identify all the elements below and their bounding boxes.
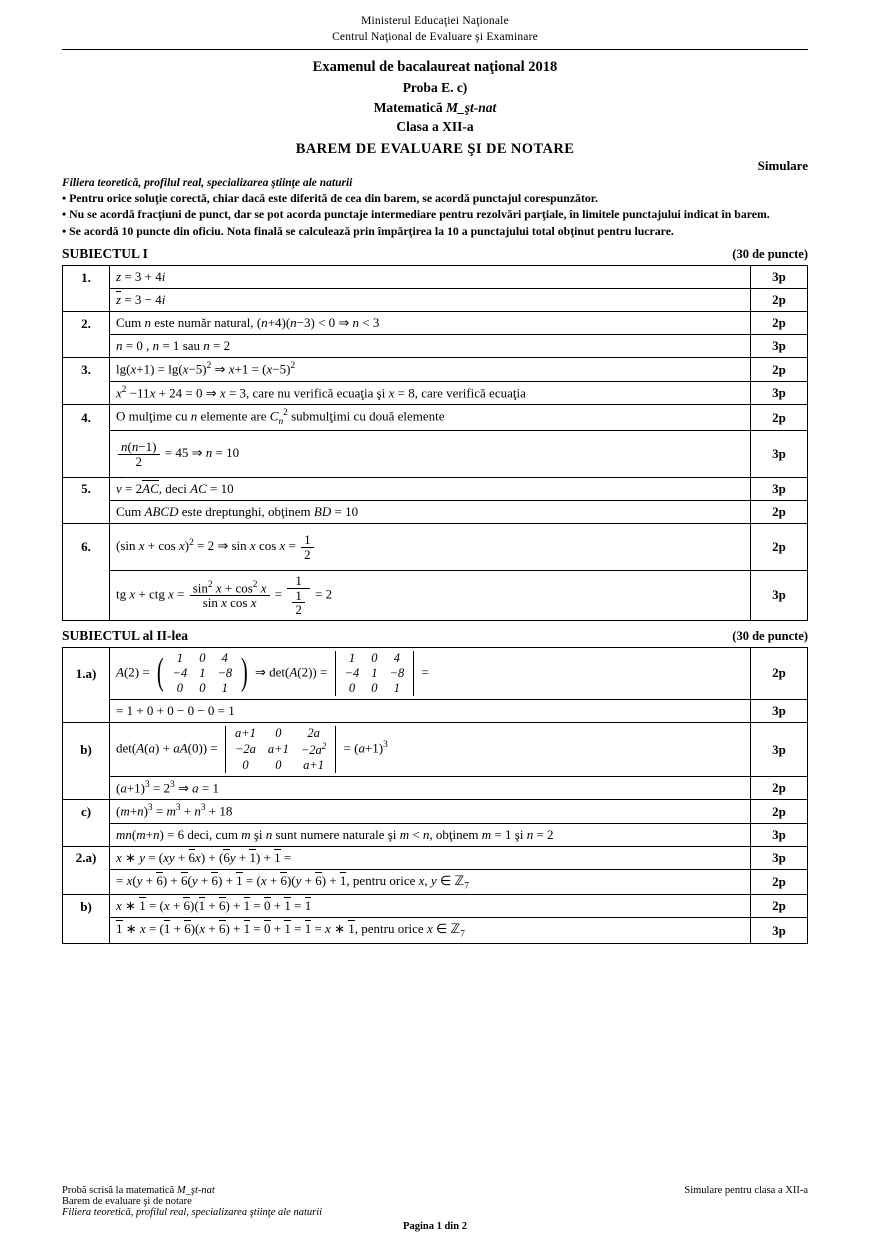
row-number: 2. (63, 312, 110, 335)
subiect-1-heading (62, 246, 808, 262)
row-points: 2p (751, 358, 808, 381)
title-block (62, 57, 808, 160)
row-text-2: elemente are (200, 408, 267, 424)
row-text: deci, cum (187, 826, 238, 842)
row-number (63, 918, 110, 944)
row-text: , care nu verifică ecuaţia şi (246, 385, 386, 401)
proba-label: Proba E. c) (402, 80, 468, 96)
row-number (63, 381, 110, 404)
footer-right-1: Simulare pentru clasa a XII-a (684, 1185, 808, 1196)
row-text: Cum (116, 504, 142, 520)
exam-title: Examenul de bacalaureat naţional 2018 (312, 59, 558, 76)
subiect-2-points: (30 de puncte) (732, 628, 808, 643)
row-text: , pentru orice (354, 921, 424, 937)
row-number: b) (63, 722, 110, 776)
row-points: 2p (751, 312, 808, 335)
row-points: 2p (751, 800, 808, 823)
row-points: 3p (751, 722, 808, 776)
instruction-2: • Nu se acordă fracţiuni de punct, dar se pot acorda punctaje intermediare pentru rezolvări parţiale, în limitele punctajului indicat în barem. (62, 207, 770, 222)
row-points: 3p (751, 823, 808, 846)
table-row (63, 501, 808, 524)
row-content: det(A(a) + aA(0)) = a+1 0 2a −2a a+1 $-2a^2$ 0 0 a+1 = $(a+1)^3$ (110, 722, 751, 776)
row-number (63, 823, 110, 846)
row-text: , deci (158, 481, 187, 497)
row-content: $(a+1)^3 = 2^3$ ⇒ a = 1 (110, 777, 751, 800)
row-text: sau (182, 338, 201, 354)
row-content: x ∗ y = (xy + 6x) + (6y + 1) + 1 = (110, 846, 751, 869)
row-points: 3p (751, 918, 808, 944)
table-row (63, 381, 808, 404)
row-content: = 1 + 0 + 0 − 0 − 0 = 1 (110, 699, 751, 722)
row-points: 2p (751, 777, 808, 800)
row-content: x ∗ 1 = (x + 6)(1 + 6) + 1 = 0 + 1 = 1 (110, 895, 751, 918)
instruction-3: • Se acordă 10 puncte din oficiu. Nota finală se calculează prin împărţirea la 10 a punctajului total obţinut pentru lucrare. (62, 223, 674, 238)
row-points: 3p (751, 381, 808, 404)
table-row (63, 405, 808, 431)
row-text: O mulţime cu (116, 408, 188, 424)
filiera-line: Filiera teoretică, profilul real, specializarea ştiinţe ale naturii (62, 176, 353, 189)
row-points: 2p (751, 647, 808, 699)
row-points: 2p (751, 869, 808, 895)
row-text-3: submulţimi cu două elemente (291, 408, 445, 424)
page-number: Pagina 1 din 2 (403, 1221, 467, 1232)
table-row (63, 846, 808, 869)
footer-left-3: Filiera teoretică, profilul real, specializarea ştiinţe ale naturii (62, 1207, 323, 1218)
ministry-line-1: Ministerul Educaţiei Naţionale (361, 15, 509, 27)
row-text-2: şi (253, 826, 263, 842)
row-points: 3p (751, 846, 808, 869)
row-points: 2p (751, 289, 808, 312)
row-number: b) (63, 895, 110, 918)
row-points: 2p (751, 405, 808, 431)
row-points: 3p (751, 571, 808, 621)
table-row (63, 869, 808, 895)
ministry-header (62, 14, 808, 45)
table-row (63, 800, 808, 823)
subiect-2-title: SUBIECTUL al II-lea (62, 627, 189, 643)
row-text-2: este dreptunghi, obţinem (181, 504, 311, 520)
row-number (63, 501, 110, 524)
row-number: 4. (63, 405, 110, 431)
table-row (63, 312, 808, 335)
row-points: 3p (751, 431, 808, 478)
subiect-2-table (62, 647, 808, 944)
row-content: z = 3 − 4i (110, 289, 751, 312)
row-text-4: , obţinem (429, 826, 479, 842)
row-number: 1. (63, 266, 110, 289)
row-points: 2p (751, 501, 808, 524)
row-content: = x(y + 6) + 6(y + 6) + 1 = (x + 6)(y + 6) + 1, pentru orice x, y ∈ ℤ$_7$ (110, 869, 751, 895)
row-points: 2p (751, 895, 808, 918)
row-points: 3p (751, 699, 808, 722)
row-points: 3p (751, 335, 808, 358)
table-row (63, 524, 808, 571)
row-number (63, 571, 110, 621)
table-row (63, 431, 808, 478)
ministry-line-2: Centrul Naţional de Evaluare şi Examinare (332, 30, 538, 43)
table-row (63, 289, 808, 312)
row-number (63, 431, 110, 478)
instruction-1: • Pentru orice soluţie corectă, chiar dacă este diferită de cea din barem, se acordă punctajul corespunzător. (62, 190, 598, 205)
row-number (63, 335, 110, 358)
row-number: 3. (63, 358, 110, 381)
table-row (63, 571, 808, 621)
row-content: $x^2 -11x + 24 = 0$ ⇒ x = 3, care nu verifică ecuaţia şi x = 8, care verifică ecuaţia (110, 381, 751, 404)
row-text: , pentru orice (346, 872, 416, 888)
row-content: O mulţime cu n elemente are $C_n^2$ submulţimi cu două elemente (110, 405, 751, 431)
class-label: Clasa a XII-a (396, 119, 474, 135)
row-text-2: , care verifică ecuaţia (414, 385, 526, 401)
row-text: Cum (116, 315, 142, 331)
instructions (62, 191, 808, 240)
row-points: 2p (751, 524, 808, 571)
table-row (63, 335, 808, 358)
row-content: A(2) = ( 1 0 4 −4 1 −8 0 0 1 ) ⇒ det(A(2)) = 1 0 4 −4 1 −8 0 0 1 = (110, 647, 751, 699)
row-content: $\lg(x+1) = \lg(x-5)^2$ ⇒ $x+1 = (x-5)^2$ (110, 358, 751, 381)
row-number (63, 777, 110, 800)
row-text-2: este număr natural, (154, 315, 254, 331)
table-row (63, 266, 808, 289)
row-number: 2.a) (63, 846, 110, 869)
table-row (63, 777, 808, 800)
row-content: v → = 2AC, deci AC = 10 (110, 478, 751, 501)
row-content: Cum n este număr natural, (n+4)(n−3) < 0 ⇒ n < 3 (110, 312, 751, 335)
table-row (63, 722, 808, 776)
page-footer (62, 1185, 808, 1232)
table-row (63, 823, 808, 846)
row-number: 5. (63, 478, 110, 501)
subiect-1-table (62, 265, 808, 621)
simulare-label: Simulare (757, 157, 808, 173)
row-text-3: sunt numere naturale şi (275, 826, 397, 842)
row-content: mn(m+n) = 6 deci, cum m şi n sunt numere naturale şi m < n, obţinem m = 1 şi n = 2 (110, 823, 751, 846)
subject-label: Matematică M_şt-nat (373, 99, 497, 115)
row-content: 1 ∗ x = (1 + 6)(x + 6) + 1 = 0 + 1 = 1 = x ∗ 1, pentru orice x ∈ ℤ$_7$ (110, 918, 751, 944)
subiect-1-points: (30 de puncte) (732, 247, 808, 262)
row-points: 3p (751, 478, 808, 501)
table-row (63, 918, 808, 944)
row-number: 6. (63, 524, 110, 571)
row-number: 1.a) (63, 647, 110, 699)
row-number (63, 869, 110, 895)
row-text-5: şi (514, 826, 524, 842)
row-number (63, 699, 110, 722)
subiect-2-heading (62, 628, 808, 644)
table-row (63, 895, 808, 918)
row-points: 3p (751, 266, 808, 289)
row-number: c) (63, 800, 110, 823)
row-content: $(m+n)^3 = m^3 + n^3 + 18$ (110, 800, 751, 823)
table-row (63, 358, 808, 381)
row-content: (sin x + cos x)$^2$ = 2 ⇒ sin x cos x = $\frac{1}{2}$ (110, 524, 751, 571)
row-content: Cum ABCD este dreptunghi, obţinem BD = 10 (110, 501, 751, 524)
row-number (63, 289, 110, 312)
header-divider (62, 49, 808, 50)
barem-label: BAREM DE EVALUARE ŞI DE NOTARE (295, 140, 575, 157)
table-row (63, 478, 808, 501)
row-content: $\frac{n(n-1)}{2}$ = 45 ⇒ n = 10 (110, 431, 751, 478)
row-content: tg x + ctg x = $\frac{\sin^2 x + \cos^2 x}{\text{sin x cos x}}$ = $\frac{1}{\frac{1}{2}}$ = 2 (110, 571, 751, 621)
table-row (63, 647, 808, 699)
row-content: n = 0 , n = 1 sau n = 2 (110, 335, 751, 358)
table-row (63, 699, 808, 722)
row-content: z = 3 + 4i (110, 266, 751, 289)
footer-left-2: Barem de evaluare şi de notare (62, 1196, 192, 1207)
footer-left-1: Probă scrisă la matematică M_şt-nat (62, 1185, 215, 1196)
subiect-1-title: SUBIECTUL I (62, 246, 148, 262)
